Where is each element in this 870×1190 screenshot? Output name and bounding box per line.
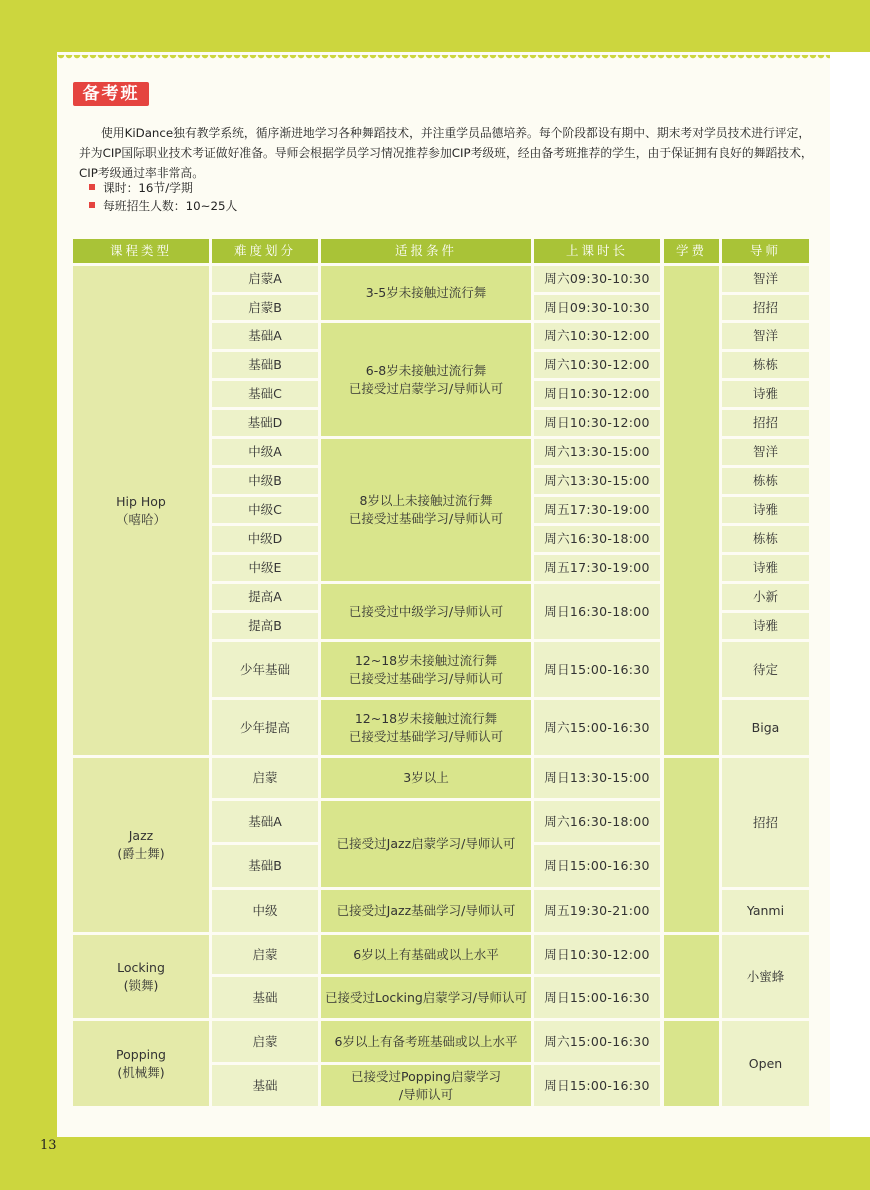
condition-cell — [321, 700, 531, 755]
teacher-cell — [722, 323, 809, 349]
time-cell-text: 周六15:00-16:30 — [544, 719, 650, 735]
time-cell — [534, 352, 660, 378]
level-cell-text: 中级A — [248, 444, 282, 459]
teacher-cell-text: 待定 — [752, 661, 778, 677]
condition-cell-text: 6岁以上有基础或以上水平 — [353, 946, 499, 962]
header-time-text: 上课时长 — [565, 243, 628, 258]
teacher-cell-text: 诗雅 — [752, 560, 778, 575]
level-cell — [212, 1021, 318, 1062]
teacher-cell-text: Open — [748, 1055, 783, 1071]
time-cell — [534, 700, 660, 755]
level-cell-text: 启蒙 — [252, 770, 278, 785]
teacher-cell-text: 栋栋 — [752, 357, 778, 372]
intro-paragraph: 使用KiDance独有教学系统，循序渐进地学习各种舞蹈技术，并注重学员品德培养。每个阶段都设有期中、期末考对学员技术进行评定，并为CIP国际职业技术考证做好准备。导师会根据学员学习情况推荐参加CIP考级班，经由备考班推荐的学生，由于保证拥有良好的舞蹈技术，CIP考级通过率非常高。 — [79, 126, 813, 180]
time-cell-text: 周日16:30-18:00 — [544, 603, 650, 619]
level-cell — [212, 410, 318, 436]
condition-cell — [321, 1065, 531, 1106]
level-cell-text: 中级 — [252, 903, 278, 918]
bullet-item — [89, 179, 193, 197]
condition-cell-text: 已接受过Popping启蒙学习 /导师认可 — [351, 1068, 501, 1102]
teacher-cell — [722, 758, 809, 887]
header-course-type — [73, 239, 209, 263]
teacher-cell — [722, 526, 809, 552]
time-cell — [534, 1021, 660, 1062]
teacher-cell-text: 小蜜蜂 — [746, 968, 785, 984]
level-cell-text: 中级C — [248, 502, 282, 517]
teacher-cell-text: 智洋 — [752, 271, 778, 286]
teacher-cell-text: 小新 — [752, 589, 778, 604]
page-torn-edge — [57, 55, 830, 65]
condition-cell — [321, 758, 531, 798]
time-cell — [534, 758, 660, 798]
page-number: 13 — [40, 1138, 57, 1153]
teacher-cell-text: 智洋 — [752, 328, 778, 343]
level-cell-text: 中级E — [248, 560, 282, 575]
time-cell-text: 周六13:30-15:00 — [544, 444, 650, 459]
header-teacher-text: 导师 — [749, 243, 781, 258]
fee-cell — [664, 266, 719, 755]
level-cell — [212, 468, 318, 494]
time-cell-text: 周日15:00-16:30 — [544, 858, 650, 873]
header-time — [534, 239, 660, 263]
time-cell — [534, 801, 660, 842]
level-cell-text: 少年提高 — [239, 719, 290, 735]
bottom-band — [0, 1137, 870, 1190]
teacher-cell — [722, 410, 809, 436]
time-cell-text: 周六09:30-10:30 — [544, 271, 650, 286]
level-cell — [212, 526, 318, 552]
time-cell-text: 周六10:30-12:00 — [544, 357, 650, 372]
header-condition-text: 适报条件 — [394, 243, 457, 258]
teacher-cell — [722, 352, 809, 378]
condition-cell — [321, 266, 531, 320]
condition-cell-text: 12~18岁未接触过流行舞 已接受过基础学习/导师认可 — [348, 652, 504, 686]
level-cell-text: 基础A — [248, 328, 282, 343]
time-cell — [534, 266, 660, 292]
condition-cell-text: 6岁以上有备考班基础或以上水平 — [334, 1033, 518, 1049]
level-cell — [212, 295, 318, 320]
condition-cell — [321, 890, 531, 932]
level-cell-text: 启蒙 — [252, 1033, 278, 1049]
level-cell — [212, 758, 318, 798]
teacher-cell-text: Biga — [751, 719, 780, 735]
level-cell-text: 提高A — [248, 589, 282, 604]
bullet-square-icon — [89, 202, 95, 208]
time-cell — [534, 410, 660, 436]
header-teacher — [722, 239, 809, 263]
level-cell — [212, 555, 318, 581]
time-cell-text: 周日10:30-12:00 — [544, 386, 650, 401]
time-cell-text: 周六10:30-12:00 — [544, 328, 650, 343]
condition-cell — [321, 801, 531, 887]
teacher-cell — [722, 295, 809, 320]
teacher-cell — [722, 1021, 809, 1106]
teacher-cell-text: Yanmi — [746, 903, 785, 918]
condition-cell-text: 已接受过Locking启蒙学习/导师认可 — [324, 989, 528, 1005]
teacher-cell — [722, 642, 809, 697]
condition-cell-text: 已接受过中级学习/导师认可 — [348, 603, 504, 619]
level-cell — [212, 352, 318, 378]
level-cell — [212, 584, 318, 610]
header-level-text: 难度划分 — [233, 243, 296, 258]
header-condition — [321, 239, 531, 263]
level-cell — [212, 323, 318, 349]
condition-cell — [321, 935, 531, 974]
condition-cell — [321, 1021, 531, 1062]
time-cell — [534, 935, 660, 974]
level-cell-text: 基础 — [252, 1077, 278, 1093]
top-band — [0, 0, 870, 52]
level-cell-text: 中级B — [248, 473, 282, 488]
time-cell — [534, 977, 660, 1018]
time-cell-text: 周六16:30-18:00 — [544, 531, 650, 546]
time-cell-text: 周日10:30-12:00 — [544, 946, 650, 962]
level-cell-text: 基础C — [248, 386, 282, 401]
time-cell — [534, 642, 660, 697]
time-cell-text: 周五17:30-19:00 — [544, 560, 650, 575]
teacher-cell — [722, 266, 809, 292]
condition-cell — [321, 439, 531, 581]
time-cell-text: 周日09:30-10:30 — [544, 299, 650, 315]
time-cell-text: 周日15:00-16:30 — [544, 989, 650, 1005]
teacher-cell-text: 招招 — [752, 814, 778, 830]
level-cell-text: 启蒙A — [248, 271, 282, 286]
level-cell — [212, 439, 318, 465]
level-cell-text: 基础D — [247, 415, 283, 430]
condition-cell-text: 12~18岁未接触过流行舞 已接受过基础学习/导师认可 — [348, 710, 504, 744]
teacher-cell-text: 诗雅 — [752, 502, 778, 517]
bullet-text: 每班招生人数：10~25人 — [103, 199, 238, 213]
section-title: 备考班 — [73, 82, 149, 106]
right-margin-strip — [830, 52, 870, 1137]
level-cell — [212, 381, 318, 407]
level-cell-text: 基础 — [252, 989, 278, 1005]
teacher-cell — [722, 381, 809, 407]
fee-cell — [664, 935, 719, 1018]
level-cell-text: 启蒙B — [248, 299, 282, 315]
time-cell-text: 周六15:00-16:30 — [544, 1033, 650, 1049]
course-type-cell-text: Popping (机械舞) — [116, 1046, 166, 1080]
course-type-cell-text: Jazz (爵士舞) — [117, 828, 165, 861]
teacher-cell — [722, 890, 809, 932]
header-level — [212, 239, 318, 263]
teacher-cell — [722, 468, 809, 494]
time-cell — [534, 555, 660, 581]
condition-cell-text: 3岁以上 — [403, 770, 449, 785]
level-cell — [212, 1065, 318, 1106]
level-cell — [212, 266, 318, 292]
level-cell-text: 少年基础 — [239, 661, 290, 677]
level-cell — [212, 700, 318, 755]
level-cell — [212, 845, 318, 887]
teacher-cell-text: 诗雅 — [752, 386, 778, 401]
header-fee-text: 学费 — [675, 243, 707, 258]
level-cell-text: 提高B — [248, 618, 282, 633]
teacher-cell-text: 招招 — [752, 299, 778, 315]
condition-cell — [321, 584, 531, 639]
level-cell-text: 中级D — [247, 531, 283, 546]
teacher-cell — [722, 497, 809, 523]
condition-cell-text: 已接受过Jazz基础学习/导师认可 — [336, 903, 516, 918]
time-cell — [534, 1065, 660, 1106]
level-cell — [212, 497, 318, 523]
header-fee — [664, 239, 719, 263]
condition-cell-text: 已接受过Jazz启蒙学习/导师认可 — [336, 836, 516, 851]
time-cell — [534, 381, 660, 407]
level-cell — [212, 613, 318, 639]
course-type-cell — [73, 1021, 209, 1106]
teacher-cell — [722, 555, 809, 581]
level-cell-text: 基础B — [248, 858, 282, 873]
level-cell — [212, 890, 318, 932]
time-cell-text: 周日15:00-16:30 — [544, 661, 650, 677]
level-cell — [212, 642, 318, 697]
time-cell — [534, 468, 660, 494]
course-type-cell — [73, 758, 209, 932]
course-type-cell — [73, 266, 209, 755]
time-cell-text: 周五17:30-19:00 — [544, 502, 650, 517]
bullet-item — [89, 197, 237, 215]
time-cell — [534, 295, 660, 320]
fee-cell — [664, 1021, 719, 1106]
teacher-cell — [722, 935, 809, 1018]
time-cell-text: 周日15:00-16:30 — [544, 1077, 650, 1093]
course-type-cell — [73, 935, 209, 1018]
level-cell-text: 基础B — [248, 357, 282, 372]
level-cell — [212, 801, 318, 842]
fee-cell — [664, 758, 719, 932]
time-cell — [534, 439, 660, 465]
teacher-cell — [722, 439, 809, 465]
level-cell-text: 启蒙 — [252, 946, 278, 962]
bullet-text: 课时：16节/学期 — [103, 181, 193, 195]
time-cell — [534, 890, 660, 932]
teacher-cell — [722, 700, 809, 755]
bullet-square-icon — [89, 184, 95, 190]
time-cell — [534, 845, 660, 887]
time-cell-text: 周日10:30-12:00 — [544, 415, 650, 430]
teacher-cell-text: 诗雅 — [752, 618, 778, 633]
condition-cell — [321, 642, 531, 697]
level-cell — [212, 977, 318, 1018]
time-cell — [534, 584, 660, 639]
condition-cell-text: 3-5岁未接触过流行舞 — [365, 285, 487, 300]
condition-cell-text: 6-8岁未接触过流行舞 已接受过启蒙学习/导师认可 — [348, 362, 504, 396]
time-cell-text: 周六16:30-18:00 — [544, 813, 650, 829]
teacher-cell-text: 栋栋 — [752, 531, 778, 546]
time-cell — [534, 323, 660, 349]
condition-cell — [321, 977, 531, 1018]
teacher-cell-text: 招招 — [752, 415, 778, 430]
teacher-cell-text: 栋栋 — [752, 473, 778, 488]
time-cell-text: 周五19:30-21:00 — [544, 903, 650, 918]
course-type-cell-text: Hip Hop （嘻哈） — [115, 493, 166, 527]
teacher-cell — [722, 584, 809, 610]
time-cell — [534, 497, 660, 523]
condition-cell — [321, 323, 531, 436]
time-cell-text: 周日13:30-15:00 — [544, 770, 650, 785]
level-cell — [212, 935, 318, 974]
time-cell — [534, 526, 660, 552]
teacher-cell-text: 智洋 — [752, 444, 778, 459]
course-type-cell-text: Locking (锁舞) — [117, 959, 165, 993]
time-cell-text: 周六13:30-15:00 — [544, 473, 650, 488]
header-course-type-text: 课程类型 — [109, 243, 172, 258]
level-cell-text: 基础A — [248, 813, 282, 829]
condition-cell-text: 8岁以上未接触过流行舞 已接受过基础学习/导师认可 — [348, 493, 504, 526]
teacher-cell — [722, 613, 809, 639]
